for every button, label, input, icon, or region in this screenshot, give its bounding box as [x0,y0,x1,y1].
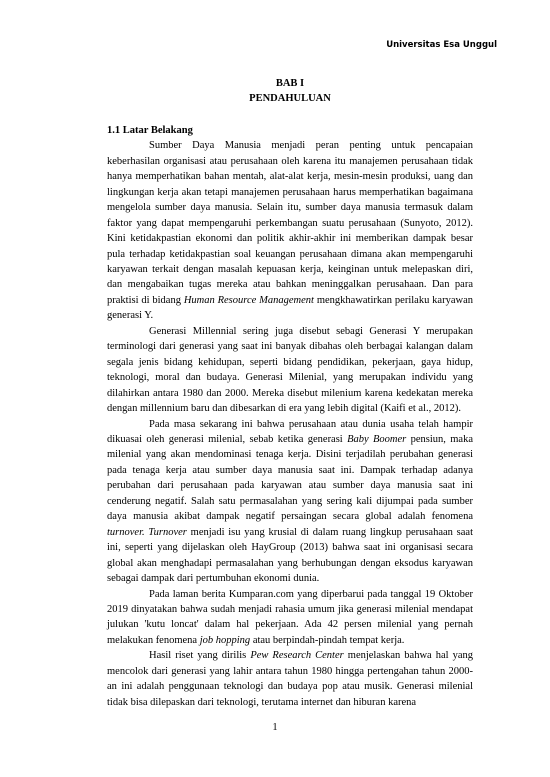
header-institution: Universitas Esa Unggul [386,40,497,50]
paragraph-2: Generasi Millennial sering juga disebut sebagi Generasi Y merupakan terminologi dari generasi yang saat ini banyak dibahas oleh berbagai kalangan dalam segala jenis bidang kehidupan, seperti bidang pendidikan, pekerjaan, gaya hidup, teknologi, moral dan budaya. Generasi Milenial, yang merupakan individu yang dilahirkan antara 1980 dan 2000. Mereka disebut milenium karena kedekatan mereka dengan millennium baru dan dibesarkan di era yang lebih digital (Kaifi et al., 2012). [107,325,473,415]
chapter-title: PENDAHULUAN [249,93,331,105]
paragraph-3: Pada masa sekarang ini bahwa perusahaan atau dunia usaha telah hampir dikuasai oleh generasi milenial, sebab ketika generasi Baby Boomer pensiun, maka milenial yang akan mendominasi tenaga kerja. Disini terjadilah perubahan generasi pada tenaga kerja atau sumber daya manusia saat ini. Dampak terhadap adanya perubahan dari perusahaan pada karyawan atau sumber daya manusia saat ini cenderung negatif. Salah satu permasalahan yang sering kali dijumpai pada sumber daya manusia akibat dampak negatif persaingan secara global adalah fenomena turnover. Turnover menjadi isu yang krusial di dalam ruang lingkup perusahaan saat ini, seperti yang dijelaskan oleh HayGroup (2013) bahwa saat ini organisasi secara global akan menghadapi permasalahan yang berhubungan dengan eksodus karyawan sebagai dampak dari pertumbuhan ekonomi dunia. [107,418,474,585]
paragraph-4: Pada laman berita Kumparan.com yang diperbarui pada tanggal 19 Oktober 2019 dinyatakan bahwa sudah menjadi rahasia umum jika generasi milenial mendapat julukan 'kutu loncat' dalam hal pekerjaan. Ada 42 persen milenial yang pernah melakukan fenomena job hopping atau berpindah-pindah tempat kerja. [107,588,473,646]
chapter-number: BAB I [275,78,305,89]
document-body [107,76,473,710]
paragraph-1: Sumber Daya Manusia menjadi peran penting untuk pencapaian keberhasilan organisasi atau perusahaan oleh karena itu manajemen perusahaan tidak hanya memperhatikan bahan mentah, alat-alat kerja, mesin-mesin produksi, uang dan lingkungan kerja akan tetapi manajemen perusahaan harus memperhatikan bagaimana mengelola sumber daya manusia. Selain itu, sumber daya manusia termasuk dalam faktor yang dapat mempengaruhi perkembangan suatu perusahaan (Sunyoto, 2012). Kini ketidakpastian ekonomi dan politik akhir-akhir ini memberikan dampak besar pula terhadap ketidakpastian soal keuangan perusahaan dimana akan mempengaruhi karyawan terkait dengan masalah kepuasan kerja, keinginan untuk melepaskan diri, dan mengabaikan tugas mereka atau bahkan meninggalkan perusahaan. Dan para praktisi di bidang Human Resource Management mengkhawatirkan perilaku karyawan generasi Y. [107,140,473,322]
section-heading: 1.1 Latar Belakang [107,124,193,136]
page-number: 1 [272,722,278,733]
paragraph-5: Hasil riset yang dirilis Pew Research Center menjelaskan bahwa hal yang mencolok dari generasi yang lahir antara tahun 1980 hingga pertengahan tahun 2000-an ini adalah penggunaan teknologi dan budaya pop atau musik. Generasi milenial tidak bisa dilepaskan dari teknologi, terutama internet dan hiburan karena [107,650,474,708]
